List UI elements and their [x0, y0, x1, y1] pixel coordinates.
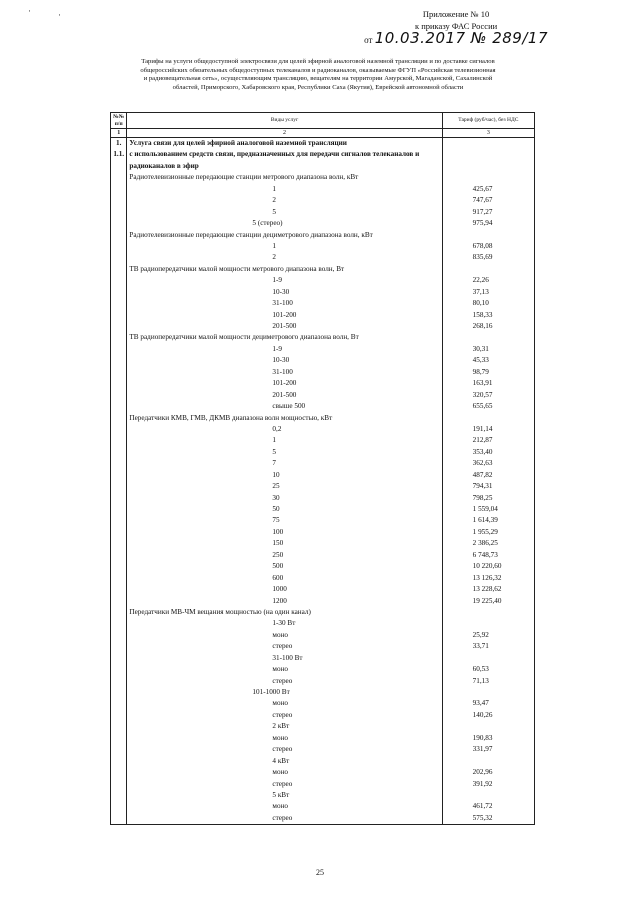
row-number [111, 515, 127, 526]
table-row [111, 310, 535, 321]
row-number [111, 378, 127, 389]
row-number [111, 481, 127, 492]
table-row [111, 218, 535, 229]
row-number [111, 790, 127, 801]
row-tariff: 25,92 [442, 630, 534, 641]
row-tariff [442, 618, 534, 629]
table-row [111, 504, 535, 515]
row-tariff: 93,47 [442, 698, 534, 709]
row-service: 1 [127, 241, 442, 252]
row-service: 2 [127, 195, 442, 206]
table-row [111, 378, 535, 389]
row-tariff: 71,13 [442, 676, 534, 687]
row-tariff [442, 149, 534, 160]
row-number [111, 573, 127, 584]
table-row [111, 230, 535, 241]
row-number [111, 298, 127, 309]
row-service: моно [127, 767, 442, 778]
row-service: 31-100 Вт [127, 653, 442, 664]
row-number [111, 607, 127, 618]
annex-label: Приложение № 10 [422, 9, 490, 19]
table-row [111, 779, 535, 790]
row-tariff [442, 607, 534, 618]
table-row [111, 252, 535, 263]
table-row [111, 721, 535, 732]
title-line: общероссийских обязательных общедоступных телеканалов и радиоканалов, оказываемые ФГУП «Российская телевизионная [140, 66, 496, 74]
row-service: 30 [127, 493, 442, 504]
row-service: 101-1000 Вт [127, 687, 442, 698]
row-tariff: 190,83 [442, 733, 534, 744]
row-tariff: 60,53 [442, 664, 534, 675]
table-row [111, 321, 535, 332]
row-number [111, 698, 127, 709]
row-tariff: 1 614,39 [442, 515, 534, 526]
row-service: 5 [127, 447, 442, 458]
row-number [111, 618, 127, 629]
row-tariff: 98,79 [442, 367, 534, 378]
table-row [111, 207, 535, 218]
row-number [111, 344, 127, 355]
title-line: и радиовещательная сеть», осуществляющим трансляцию, вещателям на территории Амурской, Магаданской, Сахалинской [143, 75, 493, 83]
row-service: 5 (стерео) [127, 218, 442, 229]
tariff-table [110, 112, 535, 825]
table-row [111, 287, 535, 298]
table-row [111, 653, 535, 664]
row-tariff: 30,31 [442, 344, 534, 355]
row-tariff [442, 413, 534, 424]
row-number [111, 550, 127, 561]
row-number [111, 527, 127, 538]
row-service: 31-100 [127, 367, 442, 378]
row-service: 10-30 [127, 287, 442, 298]
row-service: 1200 [127, 596, 442, 607]
date-prefix: от [364, 35, 373, 45]
row-service: 1 [127, 184, 442, 195]
row-number [111, 401, 127, 412]
row-tariff: 487,82 [442, 470, 534, 481]
row-tariff: 362,63 [442, 458, 534, 469]
row-service: радиоканалов в эфир [127, 161, 442, 172]
row-tariff: 2 386,25 [442, 538, 534, 549]
row-number [111, 264, 127, 275]
table-row [111, 264, 535, 275]
table-row [111, 641, 535, 652]
row-number [111, 470, 127, 481]
row-tariff: 22,26 [442, 275, 534, 286]
row-service: 1-9 [127, 344, 442, 355]
row-service: 4 кВт [127, 756, 442, 767]
row-service: моно [127, 664, 442, 675]
table-row [111, 813, 535, 825]
table-row [111, 149, 535, 160]
table-row [111, 298, 535, 309]
row-service: 2 кВт [127, 721, 442, 732]
row-service: 5 [127, 207, 442, 218]
row-number [111, 493, 127, 504]
scan-mark: · [28, 6, 31, 16]
table-row [111, 618, 535, 629]
row-number [111, 504, 127, 515]
table-row [111, 413, 535, 424]
row-service: стерео [127, 779, 442, 790]
row-number: 1.1. [111, 149, 127, 160]
row-number [111, 561, 127, 572]
col-service-header: Виды услуг [127, 113, 442, 129]
table-row [111, 161, 535, 172]
row-number [111, 710, 127, 721]
table-row [111, 447, 535, 458]
page-number: 25 [316, 868, 324, 877]
table-row [111, 596, 535, 607]
table-row [111, 790, 535, 801]
handwritten-date: 10.03.2017 № 289/17 [374, 29, 548, 47]
row-tariff: 1 559,04 [442, 504, 534, 515]
col-number-header: №№ п/п [111, 113, 127, 129]
row-service: 1000 [127, 584, 442, 595]
document-header [364, 8, 548, 46]
table-row [111, 184, 535, 195]
row-number [111, 744, 127, 755]
row-service: 1 [127, 435, 442, 446]
row-tariff [442, 332, 534, 343]
row-number [111, 435, 127, 446]
row-service: 150 [127, 538, 442, 549]
row-tariff: 320,57 [442, 390, 534, 401]
row-service: ТВ радиопередатчики малой мощности дециметрового диапазона волн, Вт [127, 332, 442, 343]
row-service: 500 [127, 561, 442, 572]
row-service: 31-100 [127, 298, 442, 309]
row-number [111, 184, 127, 195]
row-tariff [442, 790, 534, 801]
row-service: 5 кВт [127, 790, 442, 801]
row-tariff: 80,10 [442, 298, 534, 309]
row-tariff: 575,32 [442, 813, 534, 825]
row-number [111, 355, 127, 366]
table-row [111, 367, 535, 378]
table-row [111, 138, 535, 150]
table-row [111, 470, 535, 481]
title-line: областей, Приморского, Хабаровского края, Республики Саха (Якутия), Еврейской автономной области [172, 83, 464, 91]
row-number [111, 195, 127, 206]
row-tariff: 140,26 [442, 710, 534, 721]
row-service: 2 [127, 252, 442, 263]
row-number [111, 447, 127, 458]
row-number [111, 676, 127, 687]
table-row [111, 515, 535, 526]
table-row [111, 630, 535, 641]
row-service: 1-30 Вт [127, 618, 442, 629]
row-service: ТВ радиопередатчики малой мощности метрового диапазона волн, Вт [127, 264, 442, 275]
row-number [111, 767, 127, 778]
row-tariff [442, 721, 534, 732]
table-row [111, 710, 535, 721]
row-number [111, 687, 127, 698]
row-service: 201-500 [127, 321, 442, 332]
row-number [111, 218, 127, 229]
row-service: стерео [127, 744, 442, 755]
row-service: 10 [127, 470, 442, 481]
table-row [111, 195, 535, 206]
row-service: 600 [127, 573, 442, 584]
row-service: 100 [127, 527, 442, 538]
row-number [111, 584, 127, 595]
row-tariff: 678,08 [442, 241, 534, 252]
row-tariff [442, 230, 534, 241]
row-service: Радиотелевизионные передающие станции дециметрового диапазона волн, кВт [127, 230, 442, 241]
row-tariff: 975,94 [442, 218, 534, 229]
row-service: свыше 500 [127, 401, 442, 412]
row-tariff: 212,87 [442, 435, 534, 446]
row-service: 201-500 [127, 390, 442, 401]
row-number [111, 367, 127, 378]
row-number [111, 733, 127, 744]
row-tariff: 13 126,32 [442, 573, 534, 584]
table-row [111, 687, 535, 698]
table-row [111, 561, 535, 572]
row-tariff: 191,14 [442, 424, 534, 435]
col-tariff-header: Тариф (руб/час), без НДС [442, 113, 534, 129]
table-row [111, 344, 535, 355]
table-row [111, 698, 535, 709]
row-tariff: 45,33 [442, 355, 534, 366]
col-number-index: 1 [111, 129, 127, 138]
row-number [111, 252, 127, 263]
row-tariff: 33,71 [442, 641, 534, 652]
row-service: стерео [127, 641, 442, 652]
row-tariff [442, 172, 534, 183]
row-tariff: 794,31 [442, 481, 534, 492]
row-tariff: 13 228,62 [442, 584, 534, 595]
row-number [111, 641, 127, 652]
table-row [111, 332, 535, 343]
row-number [111, 161, 127, 172]
row-service: стерео [127, 676, 442, 687]
row-number [111, 756, 127, 767]
row-tariff [442, 756, 534, 767]
table-row [111, 527, 535, 538]
row-tariff: 1 955,29 [442, 527, 534, 538]
row-number [111, 413, 127, 424]
row-number [111, 390, 127, 401]
scan-mark: · [58, 10, 61, 20]
row-service: 250 [127, 550, 442, 561]
table-row [111, 424, 535, 435]
row-tariff: 268,16 [442, 321, 534, 332]
row-number [111, 332, 127, 343]
order-date [364, 29, 548, 47]
row-service: 101-200 [127, 378, 442, 389]
row-number [111, 310, 127, 321]
table-row [111, 801, 535, 812]
row-number [111, 596, 127, 607]
row-tariff [442, 687, 534, 698]
table-row [111, 275, 535, 286]
table-row [111, 241, 535, 252]
row-tariff: 331,97 [442, 744, 534, 755]
table-header-row [111, 113, 535, 129]
row-service: моно [127, 733, 442, 744]
row-service: Радиотелевизионные передающие станции метрового диапазона волн, кВт [127, 172, 442, 183]
row-service: стерео [127, 813, 442, 825]
row-number [111, 230, 127, 241]
row-service: с использованием средств связи, предназначенных для передачи сигналов телеканалов и [127, 149, 442, 160]
document-title [108, 58, 528, 92]
row-number [111, 172, 127, 183]
title-line: Тарифы на услуги общедоступной электросвязи для целей эфирной аналоговой наземной трансляции и по доставке сигналов [141, 58, 495, 65]
table-row [111, 390, 535, 401]
row-tariff: 835,69 [442, 252, 534, 263]
table-row [111, 538, 535, 549]
row-tariff: 353,40 [442, 447, 534, 458]
table-row [111, 756, 535, 767]
table-row [111, 481, 535, 492]
row-tariff [442, 653, 534, 664]
row-tariff: 19 225,40 [442, 596, 534, 607]
row-number [111, 813, 127, 825]
row-number [111, 287, 127, 298]
row-number: 1. [111, 138, 127, 150]
row-service: 25 [127, 481, 442, 492]
row-tariff: 6 748,73 [442, 550, 534, 561]
table-row [111, 573, 535, 584]
row-number [111, 801, 127, 812]
row-tariff [442, 161, 534, 172]
row-number [111, 207, 127, 218]
row-number [111, 241, 127, 252]
table-row [111, 584, 535, 595]
row-number [111, 721, 127, 732]
table-row [111, 458, 535, 469]
row-number [111, 538, 127, 549]
row-tariff: 917,27 [442, 207, 534, 218]
row-number [111, 664, 127, 675]
table-row [111, 172, 535, 183]
order-label: к приказу ФАС России [414, 21, 498, 31]
row-service: Передатчики МВ-ЧМ вещания мощностью (на один канал) [127, 607, 442, 618]
row-tariff: 163,91 [442, 378, 534, 389]
table-row [111, 607, 535, 618]
row-number [111, 321, 127, 332]
table-row [111, 401, 535, 412]
row-tariff: 37,13 [442, 287, 534, 298]
row-service: 7 [127, 458, 442, 469]
row-tariff: 798,25 [442, 493, 534, 504]
row-tariff [442, 138, 534, 150]
row-service: 75 [127, 515, 442, 526]
row-number [111, 779, 127, 790]
column-numbers-row [111, 129, 535, 138]
table-row [111, 664, 535, 675]
row-service: 101-200 [127, 310, 442, 321]
row-service: 1-9 [127, 275, 442, 286]
table-row [111, 550, 535, 561]
row-service: моно [127, 801, 442, 812]
row-number [111, 275, 127, 286]
row-service: 50 [127, 504, 442, 515]
col-number-index: 3 [442, 129, 534, 138]
row-service: Услуга связи для целей эфирной аналоговой наземной трансляции [127, 138, 442, 150]
row-service: стерео [127, 710, 442, 721]
row-tariff: 655,65 [442, 401, 534, 412]
table-row [111, 435, 535, 446]
row-tariff: 202,96 [442, 767, 534, 778]
row-number [111, 458, 127, 469]
row-tariff: 747,67 [442, 195, 534, 206]
row-number [111, 424, 127, 435]
table-row [111, 733, 535, 744]
table-row [111, 767, 535, 778]
row-service: моно [127, 630, 442, 641]
row-tariff: 461,72 [442, 801, 534, 812]
row-tariff: 10 220,60 [442, 561, 534, 572]
row-tariff: 425,67 [442, 184, 534, 195]
row-tariff [442, 264, 534, 275]
row-service: 10-30 [127, 355, 442, 366]
row-service: Передатчики КМВ, ГМВ, ДКМВ диапазона волн мощностью, кВт [127, 413, 442, 424]
table-row [111, 355, 535, 366]
table-row [111, 676, 535, 687]
table-row [111, 744, 535, 755]
row-number [111, 653, 127, 664]
col-number-index: 2 [127, 129, 442, 138]
row-service: моно [127, 698, 442, 709]
row-tariff: 158,33 [442, 310, 534, 321]
row-service: 0,2 [127, 424, 442, 435]
row-tariff: 391,92 [442, 779, 534, 790]
table-row [111, 493, 535, 504]
row-number [111, 630, 127, 641]
